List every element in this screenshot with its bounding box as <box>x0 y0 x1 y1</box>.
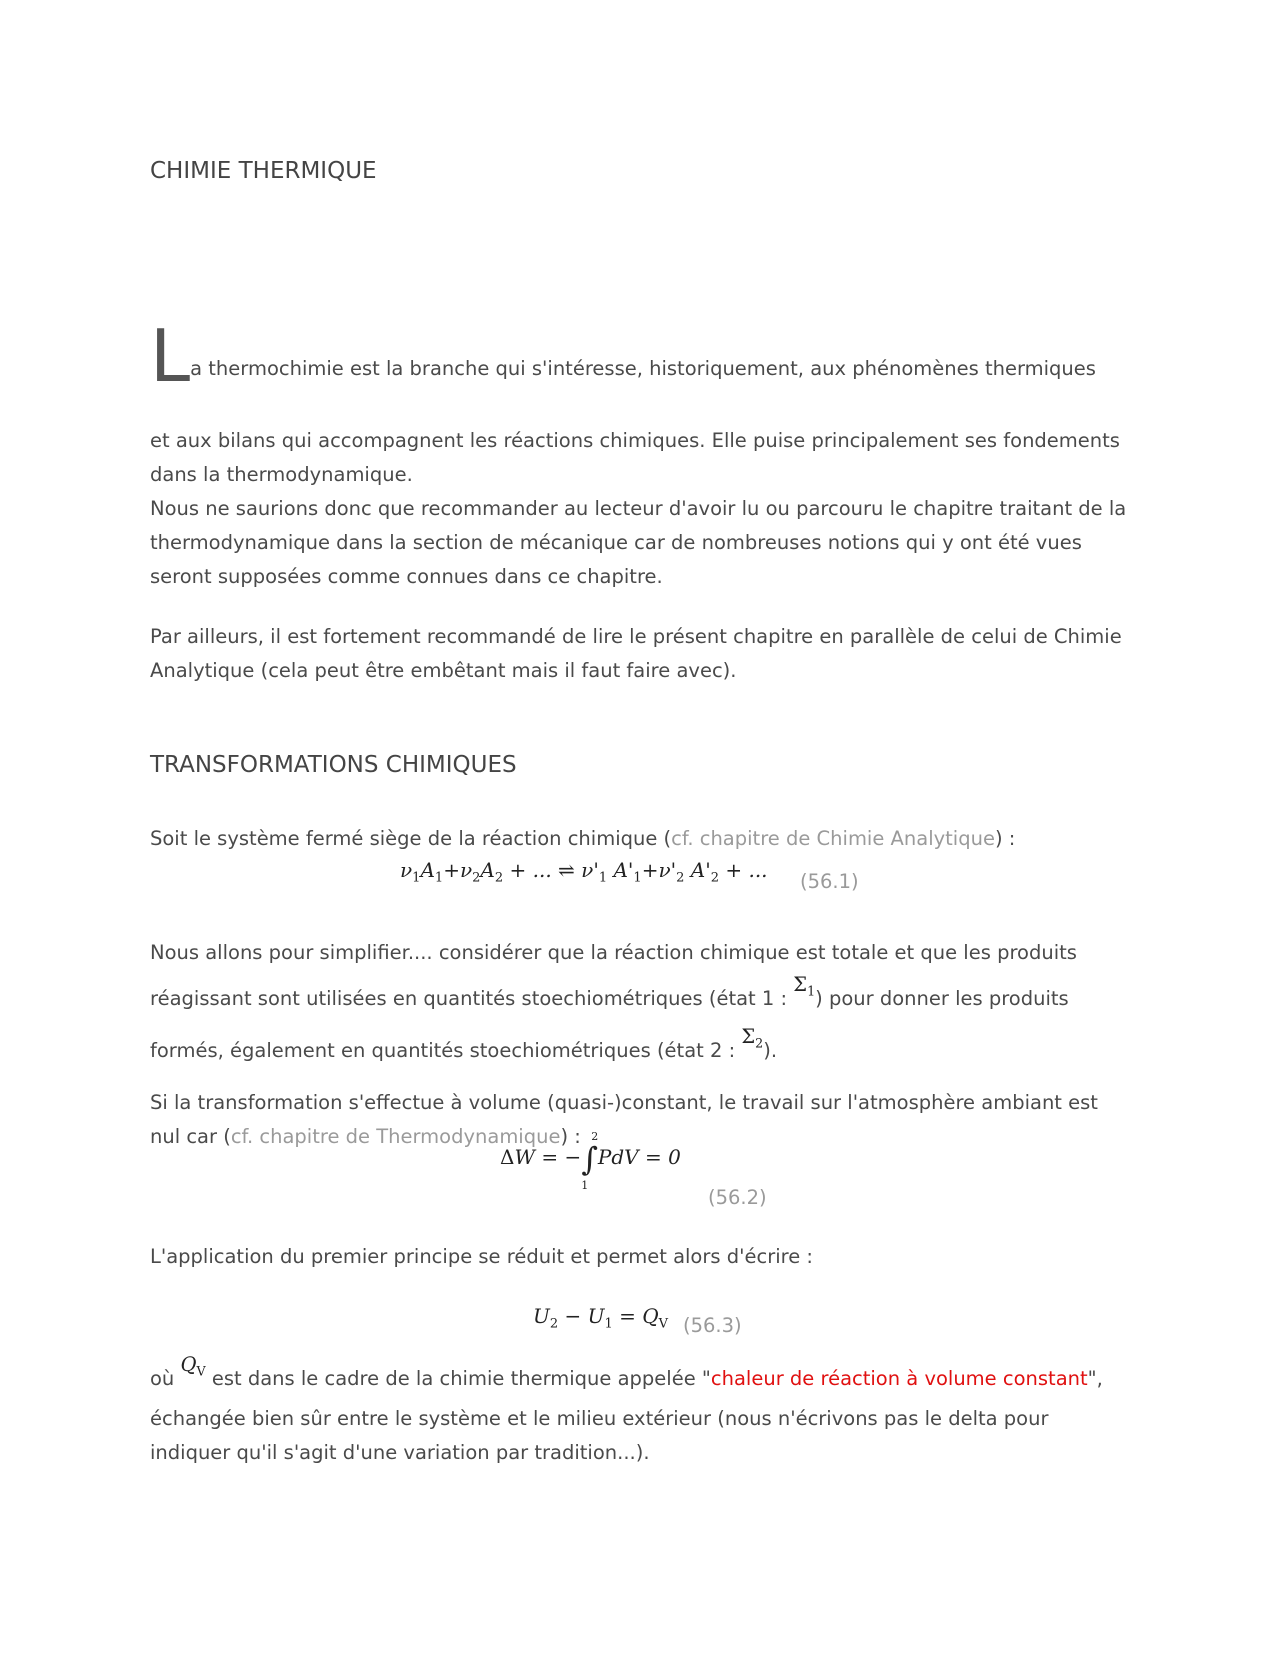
intro-paragraph-1: et aux bilans qui accompagnent les réactions chimiques. Elle puise principalement ses fondements dans la thermodynamique. <box>150 429 1120 486</box>
section-heading: TRANSFORMATIONS CHIMIQUES <box>150 752 517 778</box>
highlight-chaleur-reaction: chaleur de réaction à volume constant <box>710 1367 1088 1390</box>
equation-56-2: ΔW = −∫ 2 1 PdV = 0 <box>500 1130 681 1192</box>
equation-56-3: $U_2 - U_1 = Q_V$ <box>533 1304 669 1332</box>
section-paragraph-5: où $Q_V$ est dans le cadre de la chimie thermique appelée "chaleur de réaction à volume constant", échangée bien sûr entre le système et le milieu extérieur (nous n'écrivons pas le delta pour indiquer qu'il s'agit d'une variation par tradition...). <box>150 1362 1130 1470</box>
drop-cap: L <box>150 314 191 398</box>
sigma-2-symbol: $\Sigma_2$ <box>741 1025 764 1051</box>
section-paragraph-2: Nous allons pour simplifier.... considérer que la réaction chimique est totale et que les produits réagissant sont utilisées en quantités stoechiométriques (état 1 : $\Sigma_1$) pour donner les produits formés, également en quantités stoechiométriques (état 2 : $\Sigma_2$). <box>150 930 1130 1081</box>
equation-number-56-2: (56.2) <box>708 1186 767 1209</box>
intro-line1: a thermochimie est la branche qui s'intéresse, historiquement, aux phénomènes thermiques <box>190 357 1096 380</box>
page-title: CHIMIE THERMIQUE <box>150 158 377 184</box>
intro-paragraph-2: Nous ne saurions donc que recommander au lecteur d'avoir lu ou parcouru le chapitre traitant de la thermodynamique dans la section de mécanique car de nombreuses notions qui y ont été vues seront supposées comme connues dans ce chapitre. <box>150 497 1127 588</box>
link-thermodynamique[interactable]: cf. chapitre de Thermodynamique <box>230 1125 561 1148</box>
qv-symbol: $Q_V$ <box>180 1353 206 1379</box>
intro-paragraphs <box>150 424 1130 594</box>
link-chimie-analytique[interactable]: cf. chapitre de Chimie Analytique <box>671 827 995 850</box>
section-paragraph-4: L'application du premier principe se réduit et permet alors d'écrire : <box>150 1245 813 1268</box>
intro-paragraph-3: Par ailleurs, il est fortement recommandé de lire le présent chapitre en parallèle de celui de Chimie Analytique (cela peut être embêtant mais il faut faire avec). <box>150 625 1122 682</box>
section-paragraph-3: Si la transformation s'effectue à volume (quasi-)constant, le travail sur l'atmosphère ambiant est nul car (cf. chapitre de Thermodynamique) : <box>150 1091 1098 1148</box>
equation-number-56-1: (56.1) <box>800 870 859 893</box>
intro-first-line <box>150 314 1130 398</box>
equation-56-1: $\nu_1A_1+\nu_2A_2$ + ... ⇌ $\nu'_1$ $A'_1+\nu'_2$ $A'_2$ + ... <box>400 858 768 886</box>
sigma-1-symbol: $\Sigma_1$ <box>793 973 816 999</box>
equation-number-56-3: (56.3) <box>683 1314 742 1337</box>
section-paragraph-1: Soit le système fermé siège de la réaction chimique (cf. chapitre de Chimie Analytique) : <box>150 827 1016 850</box>
